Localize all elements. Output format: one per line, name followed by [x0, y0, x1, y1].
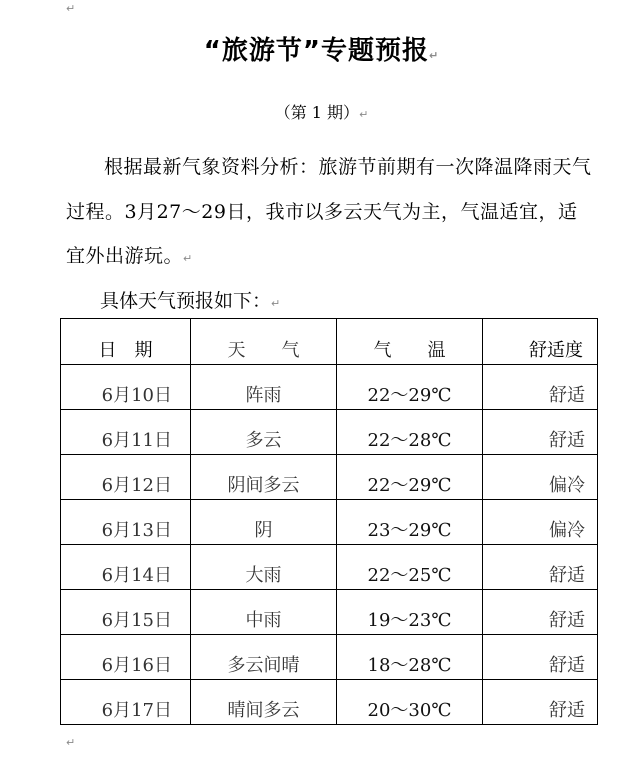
cell-weather: 多云间晴: [191, 635, 337, 680]
cell-temperature: 18～28℃: [337, 635, 483, 680]
cell-weather: 阵雨: [191, 365, 337, 410]
cell-comfort: 舒适: [483, 365, 598, 410]
cell-date: 6月12日: [61, 455, 191, 500]
cell-comfort: 舒适: [483, 590, 598, 635]
table-row: [61, 680, 598, 725]
cell-temperature: 22～25℃: [337, 545, 483, 590]
cell-comfort: 舒适: [483, 545, 598, 590]
cell-comfort: 舒适: [483, 680, 598, 725]
document-title: “旅游节”专题预报↵: [203, 36, 440, 66]
paragraph-mark: ↵: [359, 108, 369, 121]
paragraph-mark: ↵: [183, 252, 193, 265]
cell-weather: 中雨: [191, 590, 337, 635]
table-row: [61, 455, 598, 500]
cell-date: 6月17日: [61, 680, 191, 725]
paragraph-mark: ↵: [428, 49, 440, 62]
table-row: [61, 365, 598, 410]
cell-date: 6月13日: [61, 500, 191, 545]
header-comfort: 舒适度: [483, 319, 598, 365]
cell-temperature: 20～30℃: [337, 680, 483, 725]
cell-weather: 阴间多云: [191, 455, 337, 500]
cell-date: 6月15日: [61, 590, 191, 635]
cell-comfort: 偏冷: [483, 455, 598, 500]
body-paragraph: 根据最新气象资料分析：旅游节前期有一次降温降雨天气过程。3月27～29日，我市以多云天气为主，气温适宜，适宜外出游玩。↵: [66, 156, 592, 267]
cell-temperature: 22～29℃: [337, 365, 483, 410]
table-row: [61, 590, 598, 635]
cell-weather: 大雨: [191, 545, 337, 590]
issue-number: （第 1 期）↵: [274, 103, 369, 122]
table-row: [61, 635, 598, 680]
cell-comfort: 舒适: [483, 635, 598, 680]
cell-comfort: 偏冷: [483, 500, 598, 545]
cell-temperature: 19～23℃: [337, 590, 483, 635]
header-weather: 天 气: [191, 319, 337, 365]
paragraph-mark: ↵: [271, 297, 281, 310]
cell-date: 6月14日: [61, 545, 191, 590]
header-date: 日 期: [61, 319, 191, 365]
weather-table: [60, 318, 598, 725]
header-temperature: 气 温: [337, 319, 483, 365]
paragraph-mark: ↵: [66, 2, 76, 15]
cell-date: 6月16日: [61, 635, 191, 680]
cell-date: 6月10日: [61, 365, 191, 410]
cell-temperature: 23～29℃: [337, 500, 483, 545]
cell-weather: 阴: [191, 500, 337, 545]
cell-date: 6月11日: [61, 410, 191, 455]
paragraph-mark: ↵: [66, 736, 76, 749]
cell-comfort: 舒适: [483, 410, 598, 455]
cell-weather: 晴间多云: [191, 680, 337, 725]
cell-temperature: 22～28℃: [337, 410, 483, 455]
cell-temperature: 22～29℃: [337, 455, 483, 500]
cell-weather: 多云: [191, 410, 337, 455]
table-row: [61, 500, 598, 545]
table-header-row: [61, 319, 598, 365]
table-row: [61, 545, 598, 590]
table-row: [61, 410, 598, 455]
intro-line: 具体天气预报如下：↵: [100, 290, 281, 312]
